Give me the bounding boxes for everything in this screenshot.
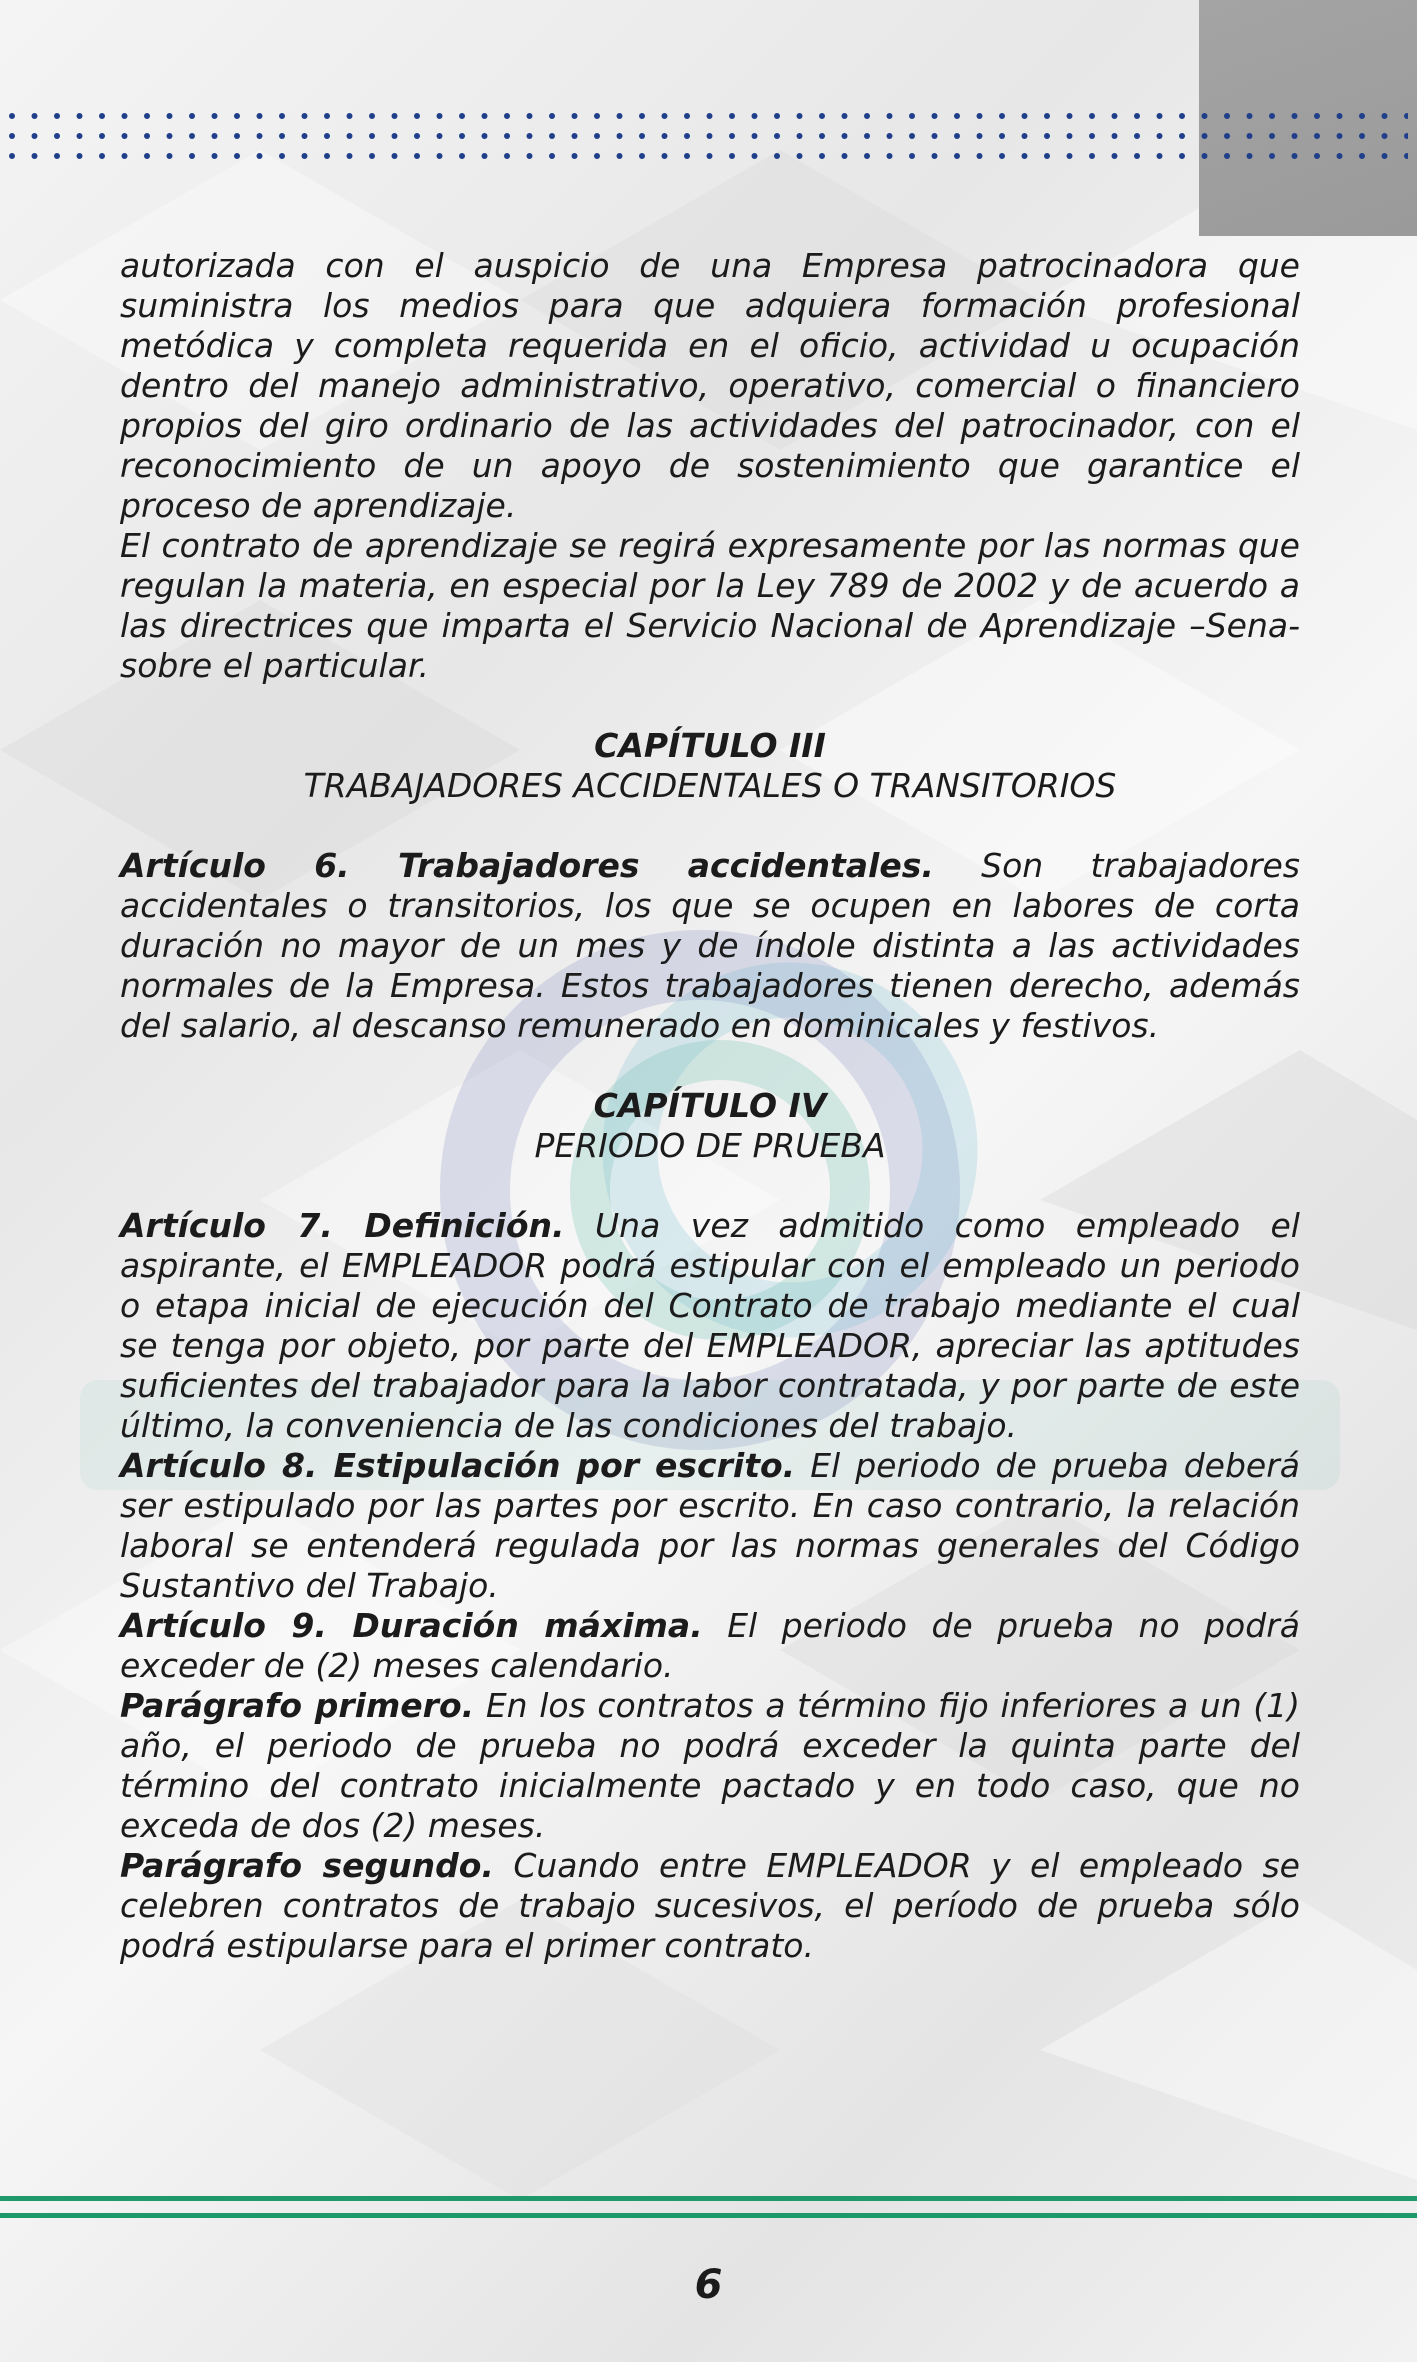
paragraph-second-text: Cuando entre EMPLEADOR y el empleado se celebren contratos de trabajo sucesivos, el período de prueba sólo podrá estipularse para el primer contrato. — [120, 1846, 1300, 1965]
article-9-text: El periodo de prueba no podrá exceder de (2) meses calendario. — [120, 1606, 1300, 1685]
intro-paragraph: autorizada con el auspicio de una Empresa patrocinadora que suministra los medios para que adquiera formación profesional metódica y completa requerida en el oficio, actividad u ocupación dentro del manejo administrativo, operativo, comercial o financiero propios del giro ordinario de las actividades del patrocinador, con el reconocimiento de un apoyo de sostenimiento que garantice el proceso de aprendizaje. — [120, 246, 1300, 525]
article-7-text: Una vez admitido como empleado el aspirante, el EMPLEADOR podrá estipular con el empleado un periodo o etapa inicial de ejecución del Contrato de trabajo mediante el cual se tenga por objeto, por parte del EMPLEADOR, apreciar las aptitudes suficientes del trabajador para la labor contratada, y por parte de este último, la conveniencia de las condiciones del trabajo. — [120, 1206, 1300, 1445]
paragraph-second — [120, 1846, 1300, 1966]
page-number: 6 — [694, 2262, 723, 2308]
chapter-4-heading — [120, 1086, 1300, 1166]
paragraph-first-text: En los contratos a término fijo inferiores a un (1) año, el periodo de prueba no podrá exceder la quinta parte del término del contrato inicialmente pactado y en todo caso, que no exceda de dos (2) meses. — [120, 1686, 1300, 1845]
article-8-text: El periodo de prueba deberá ser estipulado por las partes por escrito. En caso contrario, la relación laboral se entenderá regulada por las normas generales del Código Sustantivo del Trabajo. — [120, 1446, 1300, 1605]
paragraph-first — [120, 1686, 1300, 1846]
article-6-text: Son trabajadores accidentales o transitorios, los que se ocupen en labores de corta duración no mayor de un mes y de índole distinta a las actividades normales de la Empresa. Estos trabajadores tienen derecho, además del salario, al descanso remunerado en dominicales y festivos. — [120, 846, 1300, 1045]
article-6-label: Artículo 6. Trabajadores accidentales. — [120, 846, 934, 885]
paragraph-second-label: Parágrafo segundo. — [120, 1846, 494, 1885]
article-9-label: Artículo 9. Duración máxima. — [120, 1606, 703, 1645]
chapter-4-number: CAPÍTULO IV — [593, 1086, 827, 1125]
document-body — [120, 246, 1300, 1966]
chapter-3-number: CAPÍTULO III — [594, 726, 826, 765]
article-7-label: Artículo 7. Definición. — [120, 1206, 565, 1245]
chapter-3-title: TRABAJADORES ACCIDENTALES O TRANSITORIOS — [303, 766, 1117, 805]
chapter-3-heading — [120, 726, 1300, 806]
footer-divider — [0, 2196, 1417, 2218]
dot-pattern — [8, 112, 1408, 172]
article-6 — [120, 846, 1300, 1046]
article-9 — [120, 1606, 1300, 1686]
article-8 — [120, 1446, 1300, 1606]
chapter-4-title: PERIODO DE PRUEBA — [534, 1126, 886, 1165]
article-7 — [120, 1206, 1300, 1446]
intro-paragraph-2: El contrato de aprendizaje se regirá expresamente por las normas que regulan la materia, en especial por la Ley 789 de 2002 y de acuerdo a las directrices que imparta el Servicio Nacional de Aprendizaje –Sena- sobre el particular. — [120, 526, 1300, 685]
article-8-label: Artículo 8. Estipulación por escrito. — [120, 1446, 796, 1485]
paragraph-first-label: Parágrafo primero. — [120, 1686, 475, 1725]
